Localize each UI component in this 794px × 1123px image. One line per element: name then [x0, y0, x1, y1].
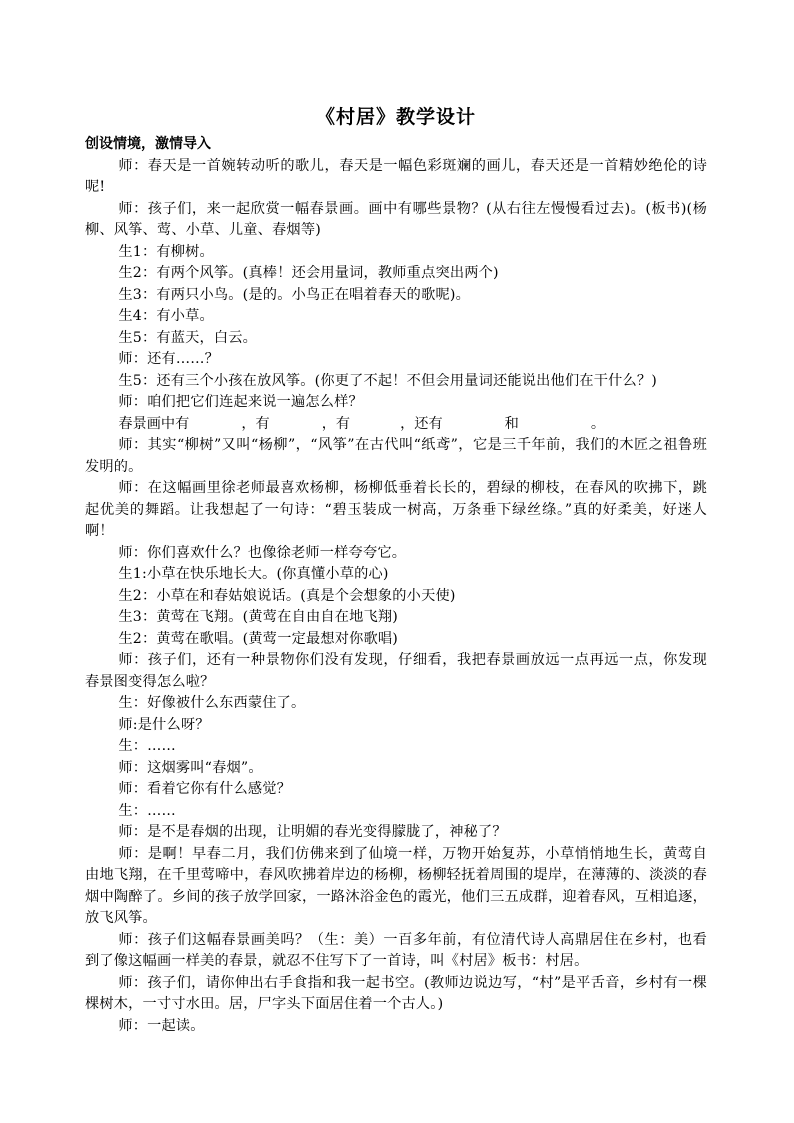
fill-part: ，还有 [400, 415, 443, 432]
paragraph: 师：孩子们，还有一种景物你们没有发现，仔细看，我把春景画放远一点再远一点，你发现春景图变得怎么啦？ [85, 652, 707, 690]
paragraph: 师：还有……？ [118, 351, 220, 367]
paragraph: 师：是啊！早春二月，我们仿佛来到了仙境一样，万物开始复苏，小草悄悄地生长，黄莺自由地飞翔，在千里莺啼中，春风吹拂着岸边的杨柳，杨柳轻抚着周围的堤岸，在薄薄的、淡淡的春烟中陶醉了。乡间的孩子放学回家，一路沐浴金色的霞光，他们三五成群，迎着春风，互相追逐，放飞风筝。 [85, 845, 707, 926]
document-title: 《村居》教学设计 [315, 106, 476, 128]
section-heading: 创设情境，激情导入 [85, 136, 211, 152]
paragraph: 生：…… [118, 738, 176, 754]
fill-part: 和 [504, 415, 519, 432]
fill-part: ，有 [241, 415, 270, 432]
paragraph: 师：一起读。 [118, 1017, 205, 1034]
paragraph: 生5：有蓝天，白云。 [118, 329, 258, 346]
paragraph: 生5：还有三个小孩在放风筝。(你更了不起！不但会用量词还能说出他们在干什么？) [118, 372, 658, 389]
paragraph: 师：是不是春烟的出现，让明媚的春光变得朦胧了，神秘了？ [118, 824, 507, 840]
paragraph: 师：孩子们，请你伸出右手食指和我一起书空。(教师边说边写，“村”是平舌音，乡村有一棵棵树木，一寸寸水田。居，尸字头下面居住着一个古人。) [85, 974, 707, 1012]
paragraph: 师：春天是一首婉转动听的歌儿，春天是一幅色彩斑斓的画儿，春天还是一首精妙绝伦的诗呢! [85, 157, 707, 195]
paragraph: 生：…… [118, 802, 176, 819]
paragraph: 生2：有两个风筝。(真棒！还会用量词，教师重点突出两个) [118, 265, 499, 281]
paragraph: 生1:小草在快乐地长大。(你真懂小草的心) [118, 566, 389, 582]
fill-part: 。 [590, 415, 606, 432]
paragraph: 师：咱们把它们连起来说一遍怎么样？ [118, 394, 363, 410]
paragraph: 师：孩子们这幅春景画美吗？（生：美）一百多年前，有位清代诗人高鼎居住在乡村，也看到了像这幅画一样美的春景，就忍不住写下了一首诗，叫《村居》板书：村居。 [85, 931, 707, 969]
paragraph: 生2：小草在和春姑娘说话。(真是个会想象的小天使) [118, 587, 456, 604]
paragraph: 师：这烟雾叫“春烟”。 [118, 759, 263, 776]
paragraph: 师：看着它你有什么感觉？ [118, 781, 292, 797]
paragraph: 生2：黄莺在歌唱。(黄莺一定最想对你歌唱) [118, 630, 399, 647]
paragraph: 生：好像被什么东西蒙住了。 [118, 695, 306, 711]
paragraph: 生4：有小草。 [118, 308, 214, 324]
paragraph: 师：你们喜欢什么？也像徐老师一样夸夸它。 [118, 544, 407, 561]
fill-in-sentence [85, 414, 707, 436]
paragraph: 生3：黄莺在飞翔。(黄莺在自由自在地飞翔) [118, 609, 399, 625]
paragraph: 师：孩子们，来一起欣赏一幅春景画。画中有哪些景物？(从右往左慢慢看过去)。(板书)(杨柳、风筝、莺、小草、儿童、春烟等) [85, 200, 707, 238]
paragraph: 师:是什么呀？ [118, 716, 210, 733]
fill-part: 春景画中有 [118, 415, 190, 432]
document-page [85, 100, 707, 1037]
paragraph: 生3：有两只小鸟。(是的。小鸟正在唱着春天的歌呢)。 [118, 286, 470, 303]
paragraph: 师：在这幅画里徐老师最喜欢杨柳，杨柳低垂着长长的，碧绿的柳枝，在春风的吹拂下，跳起优美的舞蹈。让我想起了一句诗：“碧玉装成一树高，万条垂下绿丝绦。”真的好柔美，好迷人啊！ [85, 480, 707, 539]
fill-part: ，有 [321, 415, 351, 432]
paragraph: 生1：有柳树。 [118, 243, 214, 260]
paragraph: 师：其实“柳树”又叫“杨柳”，“风筝”在古代叫“纸鸢”，它是三千年前，我们的木匠之祖鲁班发明的。 [85, 437, 707, 475]
